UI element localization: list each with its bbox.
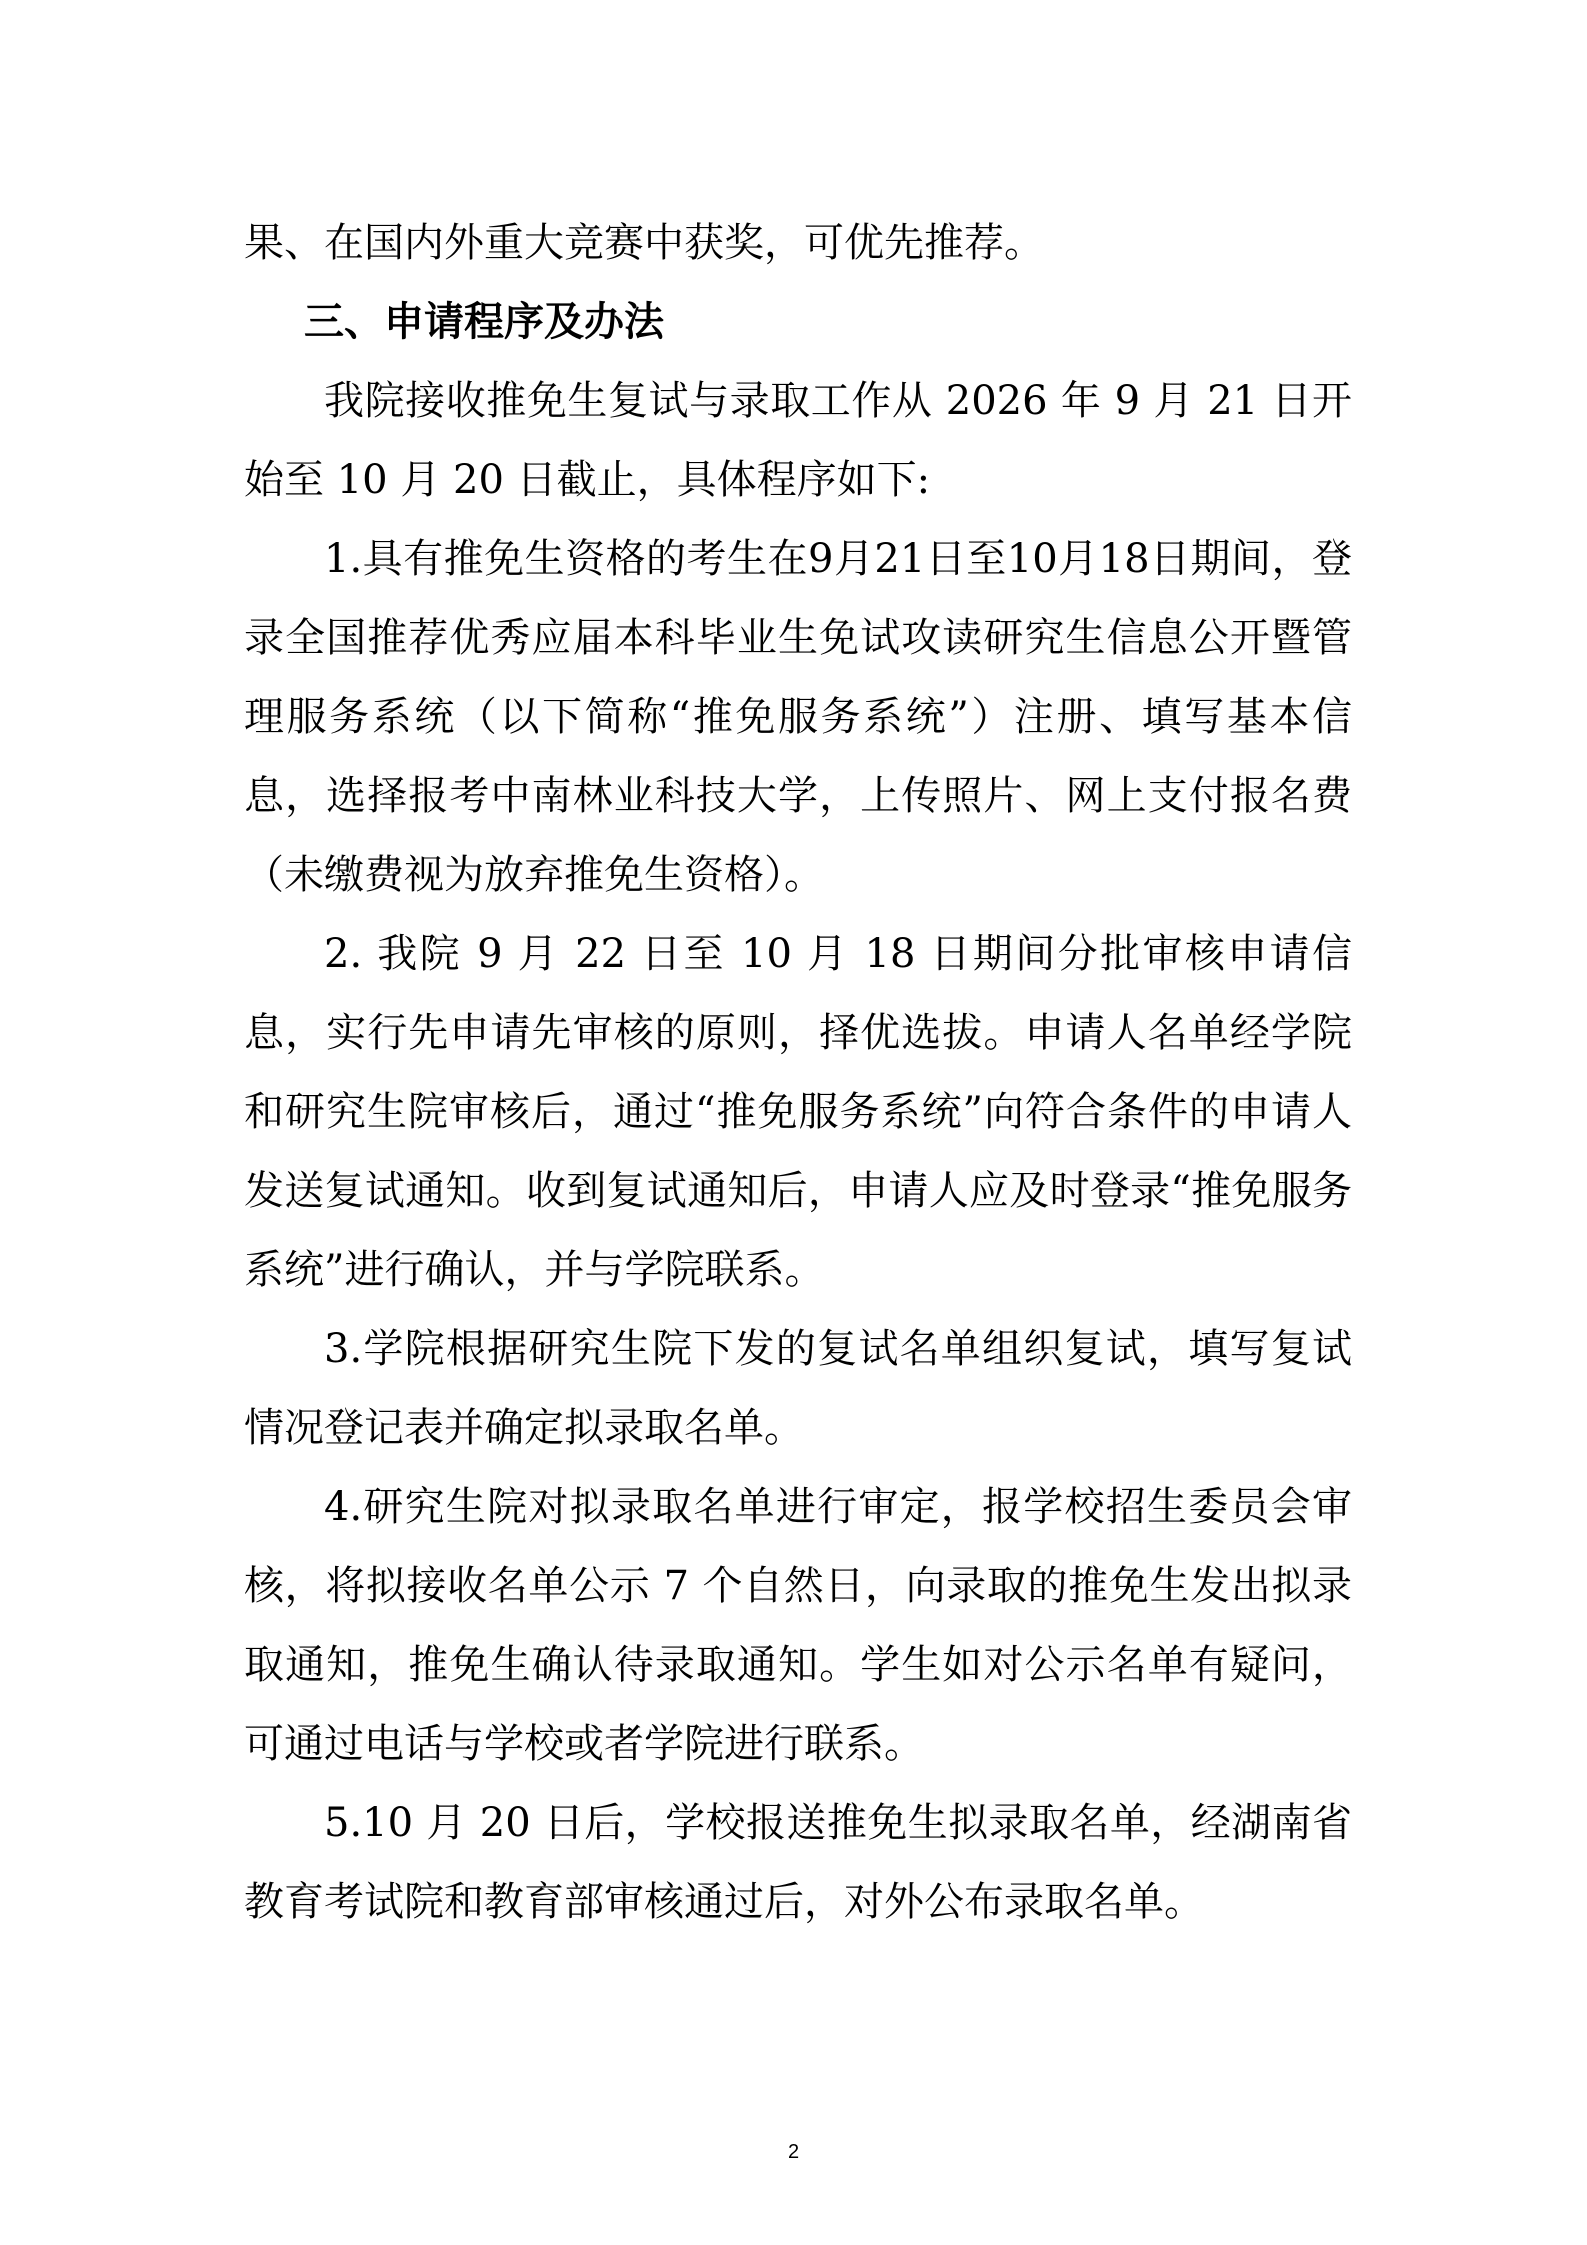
paragraph-step-5: 5.10 月 20 日后，学校报送推免生拟录取名单，经湖南省教育考试院和教育部审核通过后，对外公布录取名单。 bbox=[244, 1800, 1352, 1925]
section-heading: 三、申请程序及办法 bbox=[304, 299, 664, 345]
paragraph-intro: 我院接收推免生复试与录取工作从 2026 年 9 月 21 日开始至 10 月 20 日截止，具体程序如下: bbox=[244, 378, 1352, 503]
paragraph-step-4: 4.研究生院对拟录取名单进行审定，报学校招生委员会审核，将拟接收名单公示 7 个自然日，向录取的推免生发出拟录取通知，推免生确认待录取通知。学生如对公示名单有疑问，可通过电话与学校或者学院进行联系。 bbox=[244, 1484, 1352, 1767]
paragraph-step-2: 2. 我院 9 月 22 日至 10 月 18 日期间分批审核申请信息，实行先申请先审核的原则，择优选拔。申请人名单经学院和研究生院审核后，通过“推免服务系统”向符合条件的申请人发送复试通知。收到复试通知后，申请人应及时登录“推免服务系统”进行确认，并与学院联系。 bbox=[244, 931, 1352, 1293]
paragraph-step-1: 1.具有推免生资格的考生在9月21日至10月18日期间，登录全国推荐优秀应届本科毕业生免试攻读研究生信息公开暨管理服务系统（以下简称“推免服务系统”）注册、填写基本信息，选择报考中南林业科技大学，上传照片、网上支付报名费（未缴费视为放弃推免生资格）。 bbox=[244, 536, 1352, 898]
page-number: 2 bbox=[787, 2141, 800, 2163]
paragraph-continuation: 果、在国内外重大竞赛中获奖，可优先推荐。 bbox=[244, 220, 1044, 266]
paragraph-step-3: 3.学院根据研究生院下发的复试名单组织复试，填写复试情况登记表并确定拟录取名单。 bbox=[244, 1326, 1352, 1451]
document-body bbox=[244, 204, 1352, 1942]
